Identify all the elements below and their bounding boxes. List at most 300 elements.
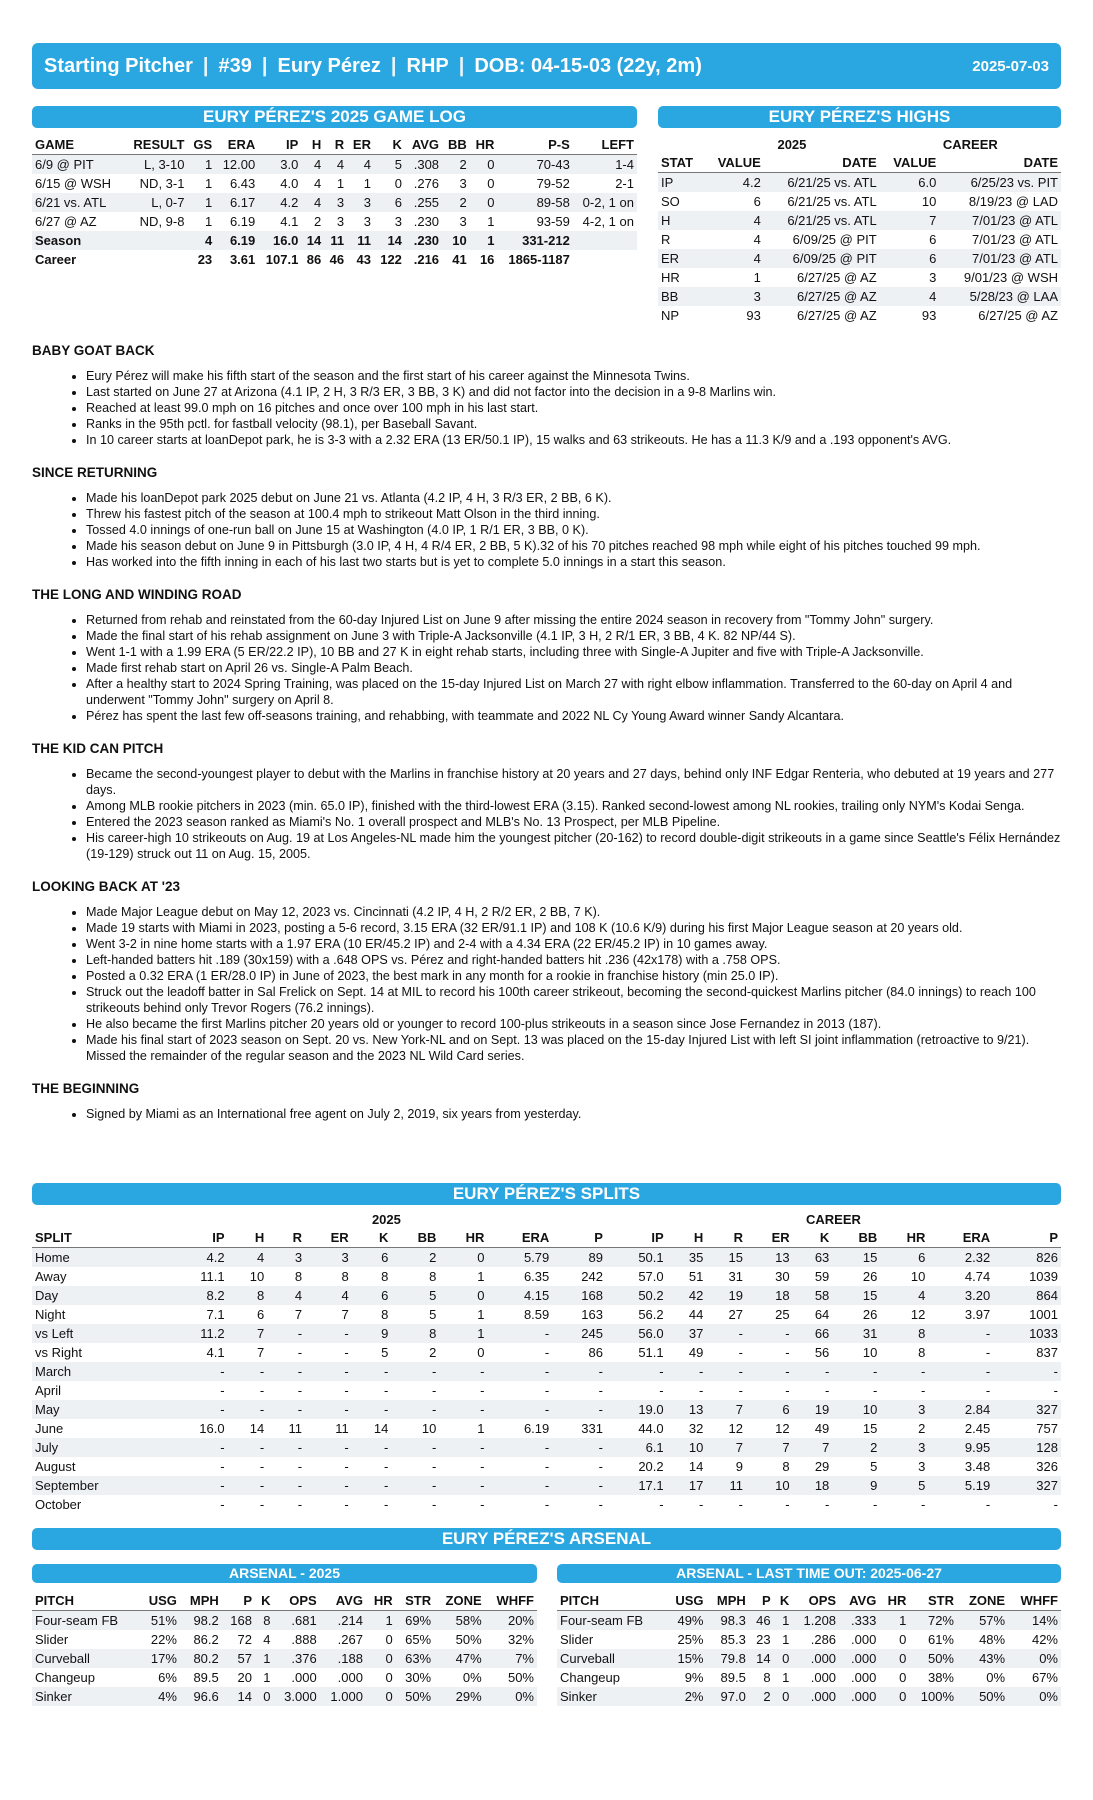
arsenal-last-title: ARSENAL - LAST TIME OUT: 2025-06-27 bbox=[557, 1564, 1061, 1583]
table-cell: - bbox=[228, 1400, 268, 1419]
table-cell: 7 bbox=[880, 211, 940, 230]
column-header: IP bbox=[606, 1228, 667, 1248]
table-cell: 2-1 bbox=[615, 176, 634, 191]
table-cell: 72% bbox=[909, 1611, 957, 1631]
column-header: R bbox=[324, 135, 347, 155]
table-cell: 14 bbox=[373, 1421, 389, 1436]
table-cell: 6 bbox=[880, 249, 940, 268]
table-cell: .000 bbox=[792, 1649, 839, 1668]
table-cell: .000 bbox=[810, 1670, 837, 1685]
column-header: IP bbox=[167, 1228, 228, 1248]
table-cell: 7.1 bbox=[206, 1307, 225, 1322]
table-cell: - bbox=[439, 1362, 487, 1381]
column-header: H bbox=[228, 1228, 268, 1248]
table-cell: - bbox=[872, 1497, 878, 1512]
table-cell: - bbox=[167, 1476, 228, 1495]
table-cell: 11.2 bbox=[167, 1324, 228, 1343]
table-cell: 2 bbox=[832, 1438, 880, 1457]
table-cell: 6 bbox=[374, 193, 405, 212]
table-cell: 3.20 bbox=[928, 1286, 993, 1305]
table-cell: 8 bbox=[391, 1324, 439, 1343]
table-cell: - bbox=[297, 1497, 303, 1512]
table-cell: - bbox=[352, 1476, 392, 1495]
table-cell: 12 bbox=[728, 1421, 743, 1436]
table-cell: 0 bbox=[470, 193, 498, 212]
table-cell: 89.5 bbox=[720, 1670, 746, 1685]
table-cell: 1865-1187 bbox=[508, 252, 570, 267]
group-header: CAREER bbox=[942, 136, 998, 152]
table-cell: 11 bbox=[335, 1421, 349, 1436]
column-header: STR bbox=[909, 1591, 957, 1611]
table-cell: - bbox=[167, 1438, 228, 1457]
table-cell: 8 bbox=[880, 1324, 928, 1343]
table-cell: 122 bbox=[380, 252, 402, 267]
table-cell: 245 bbox=[552, 1324, 606, 1343]
table-cell: 826 bbox=[993, 1248, 1061, 1268]
column-header: R bbox=[706, 1228, 746, 1248]
table-cell: 3 bbox=[704, 287, 764, 306]
table-cell: - bbox=[738, 1345, 743, 1360]
gamelog-title: EURY PÉREZ'S 2025 GAME LOG bbox=[32, 106, 637, 128]
column-header: MPH bbox=[180, 1591, 222, 1611]
table-cell: - bbox=[993, 1362, 1061, 1381]
table-cell: 8 bbox=[341, 1269, 349, 1284]
table-cell: - bbox=[480, 1497, 485, 1512]
table-cell: 9% bbox=[684, 1670, 704, 1685]
table-cell: 6/09/25 @ PIT bbox=[764, 249, 880, 268]
column-header: ERA bbox=[215, 135, 258, 155]
table-cell: - bbox=[267, 1438, 305, 1457]
table-cell: 3.48 bbox=[964, 1459, 991, 1474]
table-cell: 38% bbox=[927, 1670, 954, 1685]
table-row bbox=[658, 249, 1061, 268]
table-cell: 8 bbox=[255, 1611, 273, 1631]
table-row bbox=[658, 287, 1061, 306]
table-cell: - bbox=[659, 1383, 664, 1398]
table-cell: 7 bbox=[706, 1438, 746, 1457]
table-cell: 107.1 bbox=[265, 252, 299, 267]
table-cell: 7/01/23 @ ATL bbox=[939, 211, 1061, 230]
table-cell: 4 bbox=[301, 155, 324, 175]
table-cell: Sinker bbox=[32, 1687, 139, 1706]
table-cell: 65% bbox=[405, 1632, 432, 1647]
table-cell: 6.19 bbox=[523, 1421, 550, 1436]
table-cell: 4.0 bbox=[280, 176, 299, 191]
table-cell: 0 bbox=[899, 1670, 907, 1685]
table-row bbox=[658, 211, 1061, 230]
table-cell: - bbox=[706, 1324, 746, 1343]
table-cell: 10 bbox=[421, 1421, 437, 1436]
table-cell: 15% bbox=[665, 1649, 706, 1668]
table-cell: 50% bbox=[455, 1632, 482, 1647]
table-cell: 2 bbox=[749, 1687, 774, 1706]
table-cell: - bbox=[297, 1459, 303, 1474]
column-header: P bbox=[552, 1228, 606, 1248]
table-cell: 6.17 bbox=[215, 193, 258, 212]
table-cell: 10 bbox=[249, 1269, 265, 1284]
table-cell: Changeup bbox=[35, 1670, 95, 1685]
column-header: AVG bbox=[839, 1591, 879, 1611]
header-name: Eury Pérez bbox=[277, 54, 381, 77]
table-cell: 6.0 bbox=[880, 173, 940, 193]
header-number: #39 bbox=[218, 54, 252, 77]
bullet-item: • Signed by Miami as an International free agent on July 2, 2019, six years from yesterday. bbox=[86, 1106, 1062, 1122]
table-cell: 16 bbox=[479, 252, 495, 267]
table-cell: 1 bbox=[204, 176, 213, 191]
table-cell: 89 bbox=[552, 1248, 606, 1268]
table-cell: - bbox=[928, 1362, 993, 1381]
table-cell: 50% bbox=[957, 1687, 1008, 1706]
table-cell: 7% bbox=[485, 1649, 537, 1668]
table-cell: 6 bbox=[880, 1248, 928, 1268]
table-cell: 86.2 bbox=[193, 1632, 219, 1647]
table-cell: - bbox=[738, 1497, 743, 1512]
table-cell: 3.0 bbox=[258, 155, 301, 175]
table-cell: 4 bbox=[880, 287, 940, 306]
column-header: P bbox=[749, 1591, 774, 1611]
table-row bbox=[32, 1495, 1061, 1514]
table-row bbox=[32, 1305, 1061, 1324]
table-cell: 327 bbox=[993, 1476, 1061, 1495]
table-cell: 49% bbox=[665, 1611, 706, 1631]
table-cell: 1 bbox=[470, 231, 498, 250]
bullet-item: • Last started on June 27 at Arizona (4.1 IP, 2 H, 3 R/3 ER, 3 BB, 3 K) and did not factor into the decision in a 9-8 Marlins win. bbox=[86, 384, 1062, 400]
table-cell bbox=[573, 231, 637, 250]
table-cell: - bbox=[746, 1324, 793, 1343]
table-cell: 96.6 bbox=[180, 1687, 222, 1706]
column-header: P bbox=[222, 1591, 255, 1611]
table-cell: 1 bbox=[774, 1611, 793, 1631]
table-cell: - bbox=[352, 1362, 392, 1381]
table-cell: 1 bbox=[363, 176, 371, 191]
table-cell: - bbox=[391, 1476, 439, 1495]
table-cell: - bbox=[480, 1383, 485, 1398]
table-cell: .230 bbox=[413, 214, 440, 229]
table-cell: 1 bbox=[477, 1269, 485, 1284]
table-cell: 0 bbox=[879, 1687, 909, 1706]
table-cell: 35 bbox=[667, 1248, 707, 1268]
table-cell: .255 bbox=[405, 193, 442, 212]
bullet-item: • In 10 career starts at loanDepot park, he is 3-3 with a 2.32 ERA (13 ER/50.1 IP), 15 walks and 63 strikeouts. He has a 11.3 K/9 and a .193 opponent's AVG. bbox=[86, 432, 1062, 448]
table-cell: 1 bbox=[782, 1670, 790, 1685]
header-separator: | bbox=[261, 54, 268, 77]
table-cell: 7 bbox=[257, 1345, 265, 1360]
table-cell: 1 bbox=[366, 1611, 396, 1631]
column-header: IP bbox=[258, 135, 301, 155]
table-cell: 3 bbox=[880, 1400, 928, 1419]
table-cell: 11 bbox=[324, 231, 347, 250]
table-cell: 1 bbox=[782, 1632, 790, 1647]
table-cell: 4.74 bbox=[964, 1269, 991, 1284]
table-cell: - bbox=[746, 1362, 793, 1381]
table-cell: .000 bbox=[337, 1670, 363, 1685]
table-cell: - bbox=[985, 1345, 991, 1360]
column-header: SPLIT bbox=[32, 1228, 167, 1248]
table-cell: 58 bbox=[793, 1286, 833, 1305]
table-cell: 69% bbox=[396, 1611, 434, 1631]
table-cell: - bbox=[880, 1362, 928, 1381]
table-cell: 864 bbox=[993, 1286, 1061, 1305]
table-cell bbox=[124, 231, 188, 250]
table-cell: 10 bbox=[746, 1476, 793, 1495]
table-cell: 1 bbox=[477, 1307, 485, 1322]
table-cell: - bbox=[872, 1383, 878, 1398]
table-cell: 98.2 bbox=[180, 1611, 222, 1631]
table-cell: 72 bbox=[237, 1632, 252, 1647]
table-cell: 0% bbox=[485, 1687, 537, 1706]
table-cell: .888 bbox=[291, 1632, 317, 1647]
column-header: K bbox=[793, 1228, 833, 1248]
table-cell: 7/01/23 @ ATL bbox=[939, 249, 1061, 268]
table-cell: 0% bbox=[462, 1670, 482, 1685]
section-heading: THE KID CAN PITCH bbox=[32, 741, 164, 756]
group-spacer bbox=[32, 1210, 167, 1228]
table-row bbox=[557, 1611, 1061, 1631]
column-header: ER bbox=[347, 135, 374, 155]
table-cell: - bbox=[480, 1459, 485, 1474]
header-title bbox=[44, 55, 702, 78]
table-cell: 48% bbox=[979, 1632, 1006, 1647]
table-cell: 6 bbox=[753, 194, 761, 209]
table-cell: 8 bbox=[294, 1269, 303, 1284]
table-cell: 57 bbox=[222, 1649, 255, 1668]
gamelog-table bbox=[32, 135, 637, 269]
table-cell: 5 bbox=[429, 1307, 437, 1322]
column-header: OPS bbox=[273, 1591, 319, 1611]
column-header: H bbox=[301, 135, 324, 155]
table-cell: 0 bbox=[477, 1345, 485, 1360]
table-cell: - bbox=[439, 1400, 487, 1419]
table-cell: 4.15 bbox=[487, 1286, 552, 1305]
table-cell: 29% bbox=[434, 1687, 485, 1706]
table-cell: HR bbox=[661, 270, 680, 285]
column-header: RESULT bbox=[124, 135, 188, 155]
table-cell: - bbox=[352, 1438, 392, 1457]
table-cell: 6.19 bbox=[215, 231, 258, 250]
table-cell: 326 bbox=[1036, 1459, 1058, 1474]
table-cell: - bbox=[344, 1383, 349, 1398]
table-cell: 9/01/23 @ WSH bbox=[963, 270, 1058, 285]
table-cell: 86 bbox=[588, 1345, 603, 1360]
bullet-list bbox=[32, 490, 1062, 570]
table-cell: 4-2, 1 on bbox=[582, 214, 634, 229]
table-cell: June bbox=[35, 1421, 64, 1436]
table-cell: 3 bbox=[324, 193, 347, 212]
table-cell: 7 bbox=[746, 1438, 793, 1457]
column-header: HR bbox=[879, 1591, 909, 1611]
bullet-item: • Became the second-youngest player to debut with the Marlins in franchise history at 20 years and 27 days, behind only INF Edgar Renteria, who debuted at 19 years and 277 days. bbox=[86, 766, 1062, 798]
table-cell: - bbox=[552, 1476, 606, 1495]
table-cell: .000 bbox=[851, 1670, 877, 1685]
table-cell: 17.1 bbox=[606, 1476, 667, 1495]
table-cell: - bbox=[824, 1383, 830, 1398]
table-cell: .681 bbox=[273, 1611, 319, 1631]
table-cell: 64 bbox=[814, 1307, 830, 1322]
column-header: OPS bbox=[792, 1591, 839, 1611]
table-cell: - bbox=[228, 1476, 268, 1495]
table-cell: - bbox=[220, 1459, 225, 1474]
table-row bbox=[32, 1381, 1061, 1400]
column-header: GAME bbox=[32, 135, 124, 155]
table-cell: 0 bbox=[899, 1632, 907, 1647]
table-row bbox=[32, 1286, 1061, 1305]
table-cell: 4.2 bbox=[258, 193, 301, 212]
table-cell: .188 bbox=[320, 1649, 366, 1668]
table-cell: 327 bbox=[993, 1400, 1061, 1419]
header-separator: | bbox=[390, 54, 397, 77]
table-cell: 20% bbox=[485, 1611, 537, 1631]
table-cell: - bbox=[305, 1476, 352, 1495]
table-cell: 44.0 bbox=[638, 1421, 664, 1436]
table-cell: 1 bbox=[204, 214, 213, 229]
table-cell: .230 bbox=[405, 231, 442, 250]
table-cell: 0-2, 1 on bbox=[573, 193, 637, 212]
table-cell: 42 bbox=[667, 1286, 707, 1305]
table-cell: vs Right bbox=[35, 1345, 82, 1360]
table-cell: 6% bbox=[158, 1670, 177, 1685]
bullet-item: • Ranks in the 95th pctl. for fastball velocity (98.1), per Baseball Savant. bbox=[86, 416, 1062, 432]
table-cell: - bbox=[698, 1497, 704, 1512]
table-cell: 93 bbox=[921, 308, 937, 323]
table-cell: 1 bbox=[263, 1670, 271, 1685]
table-cell: 837 bbox=[1036, 1345, 1058, 1360]
column-header: WHFF bbox=[1008, 1591, 1061, 1611]
table-cell: 30% bbox=[405, 1670, 432, 1685]
table-cell: - bbox=[391, 1400, 439, 1419]
header-separator: | bbox=[202, 54, 209, 77]
group-header: CAREER bbox=[806, 1211, 861, 1227]
table-row bbox=[658, 268, 1061, 287]
table-cell: 15 bbox=[706, 1248, 746, 1268]
table-cell: - bbox=[344, 1459, 349, 1474]
column-header: ER bbox=[746, 1228, 793, 1248]
table-cell: .000 bbox=[851, 1632, 877, 1647]
table-row bbox=[557, 1630, 1061, 1649]
table-cell: 51.1 bbox=[638, 1345, 664, 1360]
table-cell: Sinker bbox=[557, 1687, 665, 1706]
table-cell: 4.1 bbox=[206, 1345, 225, 1360]
column-header: K bbox=[352, 1228, 392, 1248]
table-cell: 1 bbox=[187, 193, 215, 212]
table-cell: - bbox=[305, 1324, 352, 1343]
table-cell: 50% bbox=[507, 1670, 534, 1685]
table-cell: vs Left bbox=[32, 1324, 167, 1343]
totals-row bbox=[32, 231, 637, 250]
table-row bbox=[32, 1630, 537, 1649]
header-throws: RHP bbox=[406, 54, 449, 77]
table-cell: 9 bbox=[352, 1324, 392, 1343]
table-cell: 168 bbox=[222, 1611, 255, 1631]
table-cell: - bbox=[698, 1383, 704, 1398]
table-cell: 23 bbox=[197, 252, 213, 267]
table-cell: 6/27 @ AZ bbox=[35, 214, 97, 229]
table-cell: 4 bbox=[753, 232, 761, 247]
table-row bbox=[32, 1419, 1061, 1438]
bullet-item: • Pérez has spent the last few off-seasons training, and rehabbing, with teammate and 2022 NL Cy Young Award winner Sandy Alcantara. bbox=[86, 708, 1062, 724]
table-cell: 10 bbox=[442, 231, 470, 250]
table-cell: 0 bbox=[255, 1687, 273, 1706]
table-cell: 70-43 bbox=[497, 155, 572, 175]
bullet-item: • Reached at least 99.0 mph on 16 pitches and once over 100 mph in his last start. bbox=[86, 400, 1062, 416]
table-cell: - bbox=[544, 1459, 550, 1474]
table-cell: 30 bbox=[775, 1269, 790, 1284]
bullet-item: • He also became the first Marlins pitcher 20 years old or younger to record 100-plus strikeouts in a season since Jose Fernandez in 2013 (187). bbox=[86, 1016, 1062, 1032]
section-heading: THE BEGINNING bbox=[32, 1081, 140, 1096]
table-cell: 13 bbox=[667, 1400, 707, 1419]
table-cell: 51 bbox=[688, 1269, 704, 1284]
column-header: VALUE bbox=[880, 153, 940, 173]
column-header: H bbox=[667, 1228, 707, 1248]
bullet-list bbox=[32, 766, 1062, 862]
table-cell: 8 bbox=[763, 1670, 771, 1685]
table-cell: 44 bbox=[688, 1307, 704, 1322]
table-cell: 79.8 bbox=[707, 1649, 749, 1668]
table-cell: Slider bbox=[35, 1632, 69, 1647]
table-cell: H bbox=[658, 211, 704, 230]
bullet-item: • His career-high 10 strikeouts on Aug. 19 at Los Angeles-NL made him the youngest pitcher (20-162) to record double-digit strikeouts in a game since Seattle's Félix Hernández (19-129) struck out 11 on Aug. 15, 2005. bbox=[86, 830, 1062, 862]
table-cell: 58% bbox=[434, 1611, 485, 1631]
table-cell: 89-58 bbox=[497, 193, 572, 212]
table-cell: 3 bbox=[929, 270, 937, 285]
table-cell: - bbox=[928, 1324, 993, 1343]
column-header: GS bbox=[187, 135, 215, 155]
column-header: ERA bbox=[487, 1228, 552, 1248]
table-cell: 37 bbox=[667, 1324, 707, 1343]
table-cell: 50.1 bbox=[606, 1248, 667, 1268]
table-cell: Curveball bbox=[557, 1649, 665, 1668]
table-cell: 8 bbox=[918, 1345, 926, 1360]
table-cell: 14 bbox=[222, 1687, 255, 1706]
table-cell: 4 bbox=[347, 155, 374, 175]
table-cell: 0 bbox=[366, 1687, 396, 1706]
column-header: DATE bbox=[939, 153, 1061, 173]
table-cell: Home bbox=[32, 1248, 167, 1268]
table-row bbox=[557, 1649, 1061, 1668]
column-header: HR bbox=[470, 135, 498, 155]
table-cell: 331 bbox=[581, 1421, 603, 1436]
table-cell: .000 bbox=[291, 1670, 317, 1685]
table-cell: 8 bbox=[228, 1286, 268, 1305]
table-cell: - bbox=[259, 1383, 265, 1398]
header-role: Starting Pitcher bbox=[44, 54, 193, 77]
table-cell: 7 bbox=[341, 1307, 349, 1322]
table-cell: 4 bbox=[704, 249, 764, 268]
table-cell: - bbox=[305, 1362, 352, 1381]
table-cell: 41 bbox=[452, 252, 467, 267]
table-cell: 93 bbox=[746, 308, 761, 323]
table-cell: - bbox=[793, 1362, 833, 1381]
highs-title: EURY PÉREZ'S HIGHS bbox=[658, 106, 1061, 128]
table-row bbox=[32, 1668, 537, 1687]
table-cell: - bbox=[921, 1383, 926, 1398]
table-cell: 242 bbox=[581, 1269, 603, 1284]
table-cell: 6.43 bbox=[229, 176, 256, 191]
table-cell: - bbox=[167, 1362, 228, 1381]
table-cell: 56.0 bbox=[606, 1324, 667, 1343]
table-cell: .000 bbox=[839, 1687, 879, 1706]
table-cell: - bbox=[598, 1459, 603, 1474]
table-cell: 0% bbox=[1008, 1649, 1061, 1668]
column-header: STR bbox=[396, 1591, 434, 1611]
table-cell: 14 bbox=[749, 1649, 774, 1668]
table-cell: 8 bbox=[381, 1307, 389, 1322]
table-cell: - bbox=[228, 1362, 268, 1381]
table-cell: 61% bbox=[927, 1632, 954, 1647]
table-cell: - bbox=[297, 1383, 303, 1398]
table-cell: 6 bbox=[257, 1307, 265, 1322]
table-cell: 2% bbox=[665, 1687, 706, 1706]
table-cell: ND, 9-8 bbox=[139, 214, 185, 229]
